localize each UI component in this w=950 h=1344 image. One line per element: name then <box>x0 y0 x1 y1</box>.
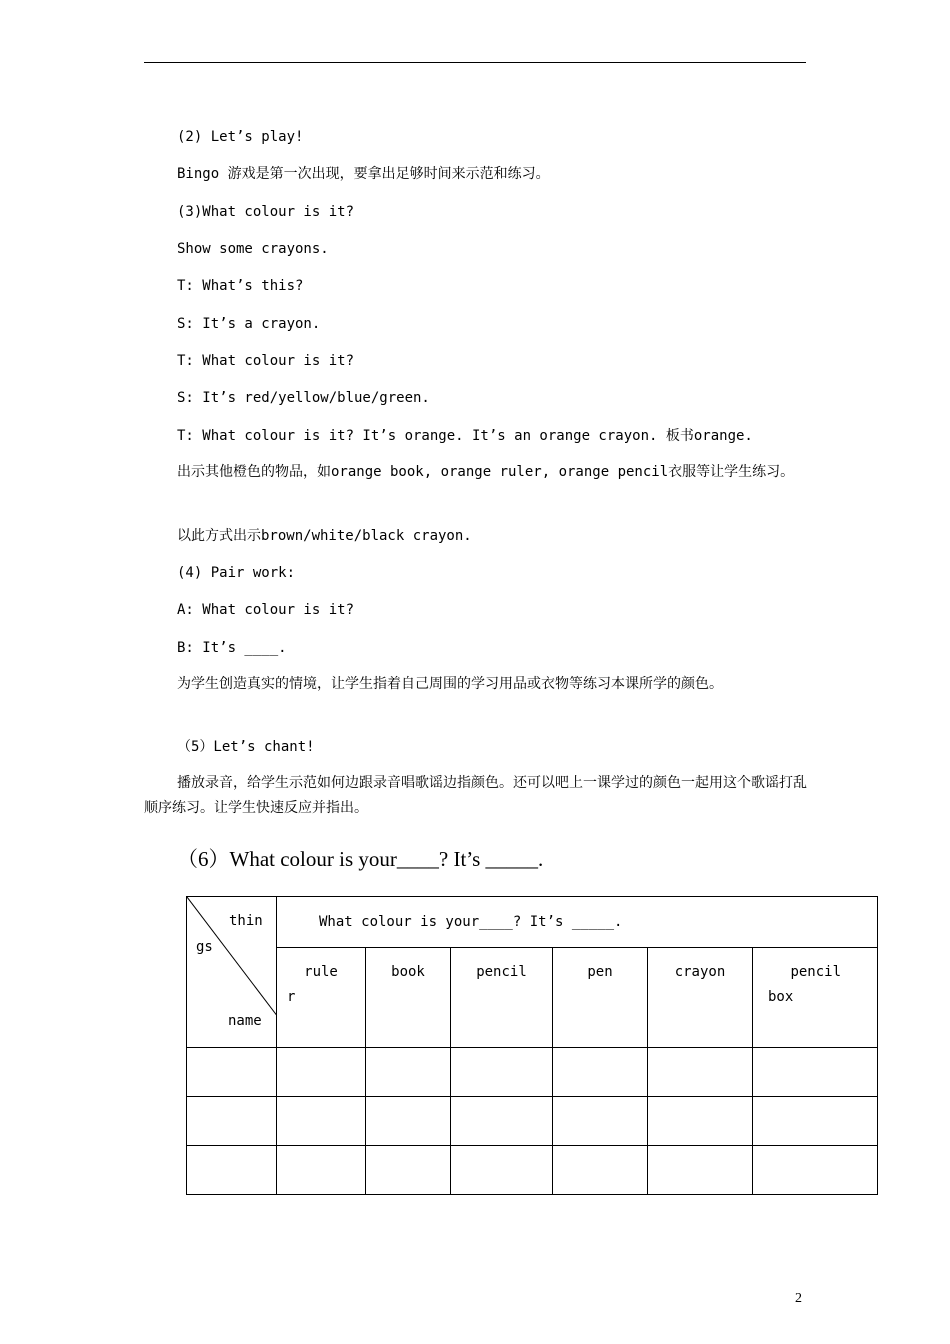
page-number: 2 <box>795 1291 802 1306</box>
table-cell[interactable] <box>277 1048 366 1097</box>
col-pencil: pencil <box>451 948 553 1048</box>
table-items-row <box>187 948 878 1048</box>
col-ruler-label-a: rule <box>304 964 338 980</box>
table-cell[interactable] <box>451 1097 553 1146</box>
line-s-its-crayon: S: It’s a crayon. <box>177 316 321 332</box>
line-b-its-blank: B: It’s ____. <box>177 640 287 656</box>
table-cell[interactable] <box>277 1146 366 1195</box>
table-header-row <box>187 897 878 948</box>
table-row <box>187 1146 878 1195</box>
table-row <box>187 1048 878 1097</box>
line-lets-chant: （5）Let’s chant! <box>177 739 315 755</box>
table-cell[interactable] <box>753 1146 878 1195</box>
diag-label-things-a: thin <box>229 913 263 929</box>
section-heading-6: （6）What colour is your____? It’s _____. <box>177 847 544 871</box>
col-pencil-box-label-a: pencil <box>790 964 842 980</box>
table-cell[interactable] <box>366 1048 451 1097</box>
table-row <box>187 1097 878 1146</box>
table-cell[interactable] <box>277 1097 366 1146</box>
para-real-situation: 为学生创造真实的情境，让学生指着自己周围的学习用品或衣物等练习本课所学的颜色。 <box>177 676 723 692</box>
table-cell[interactable] <box>451 1048 553 1097</box>
line-t-what-colour: T: What colour is it? <box>177 353 355 369</box>
table-cell[interactable] <box>753 1097 878 1146</box>
line-what-colour-heading: (3)What colour is it? <box>177 204 355 220</box>
col-ruler <box>277 948 366 1048</box>
table-cell[interactable] <box>553 1097 648 1146</box>
diag-label-things-b: gs <box>196 939 213 955</box>
line-show-crayons: Show some crayons. <box>177 241 329 257</box>
table-cell[interactable] <box>553 1146 648 1195</box>
para-play-recording: 播放录音，给学生示范如何边跟录音唱歌谣边指颜色。还可以吧上一课学过的颜色一起用这个歌谣打乱顺序练习。让学生快速反应并指出。 <box>144 775 807 816</box>
col-pencil-box <box>753 948 878 1048</box>
table-cell[interactable] <box>753 1048 878 1097</box>
para-orange-items: 出示其他橙色的物品，如orange book, orange ruler, orange pencil衣服等让学生练习。 <box>177 464 795 480</box>
line-t-whats-this: T: What’s this? <box>177 278 304 294</box>
col-pencil-box-label-b: box <box>768 989 794 1005</box>
header-rule <box>144 62 806 63</box>
line-bingo: Bingo 游戏是第一次出现，要拿出足够时间来示范和练习。 <box>177 166 550 182</box>
line-a-what-colour: A: What colour is it? <box>177 602 355 618</box>
col-crayon: crayon <box>648 948 753 1048</box>
line-pair-work: (4) Pair work: <box>177 565 296 581</box>
line-brown-white-black: 以此方式出示brown/white/black crayon. <box>177 528 472 544</box>
col-pen: pen <box>553 948 648 1048</box>
table-cell[interactable] <box>187 1097 277 1146</box>
table-cell[interactable] <box>187 1048 277 1097</box>
line-t-orange: T: What colour is it? It’s orange. It’s an orange crayon. 板书orange. <box>177 428 753 444</box>
diag-label-name: name <box>228 1013 262 1029</box>
colour-survey-table <box>186 896 878 1195</box>
col-book: book <box>366 948 451 1048</box>
table-cell[interactable] <box>451 1146 553 1195</box>
table-cell[interactable] <box>648 1048 753 1097</box>
col-ruler-label-b: r <box>287 989 296 1005</box>
table-cell[interactable] <box>553 1048 648 1097</box>
table-cell[interactable] <box>187 1146 277 1195</box>
table-cell[interactable] <box>366 1146 451 1195</box>
line-lets-play: (2) Let’s play! <box>177 129 304 145</box>
table-cell[interactable] <box>648 1097 753 1146</box>
diagonal-header-cell <box>187 897 277 1048</box>
table-cell[interactable] <box>366 1097 451 1146</box>
table-question-header: What colour is your____? It’s _____. <box>277 897 878 948</box>
table-cell[interactable] <box>648 1146 753 1195</box>
line-s-colours: S: It’s red/yellow/blue/green. <box>177 390 430 406</box>
